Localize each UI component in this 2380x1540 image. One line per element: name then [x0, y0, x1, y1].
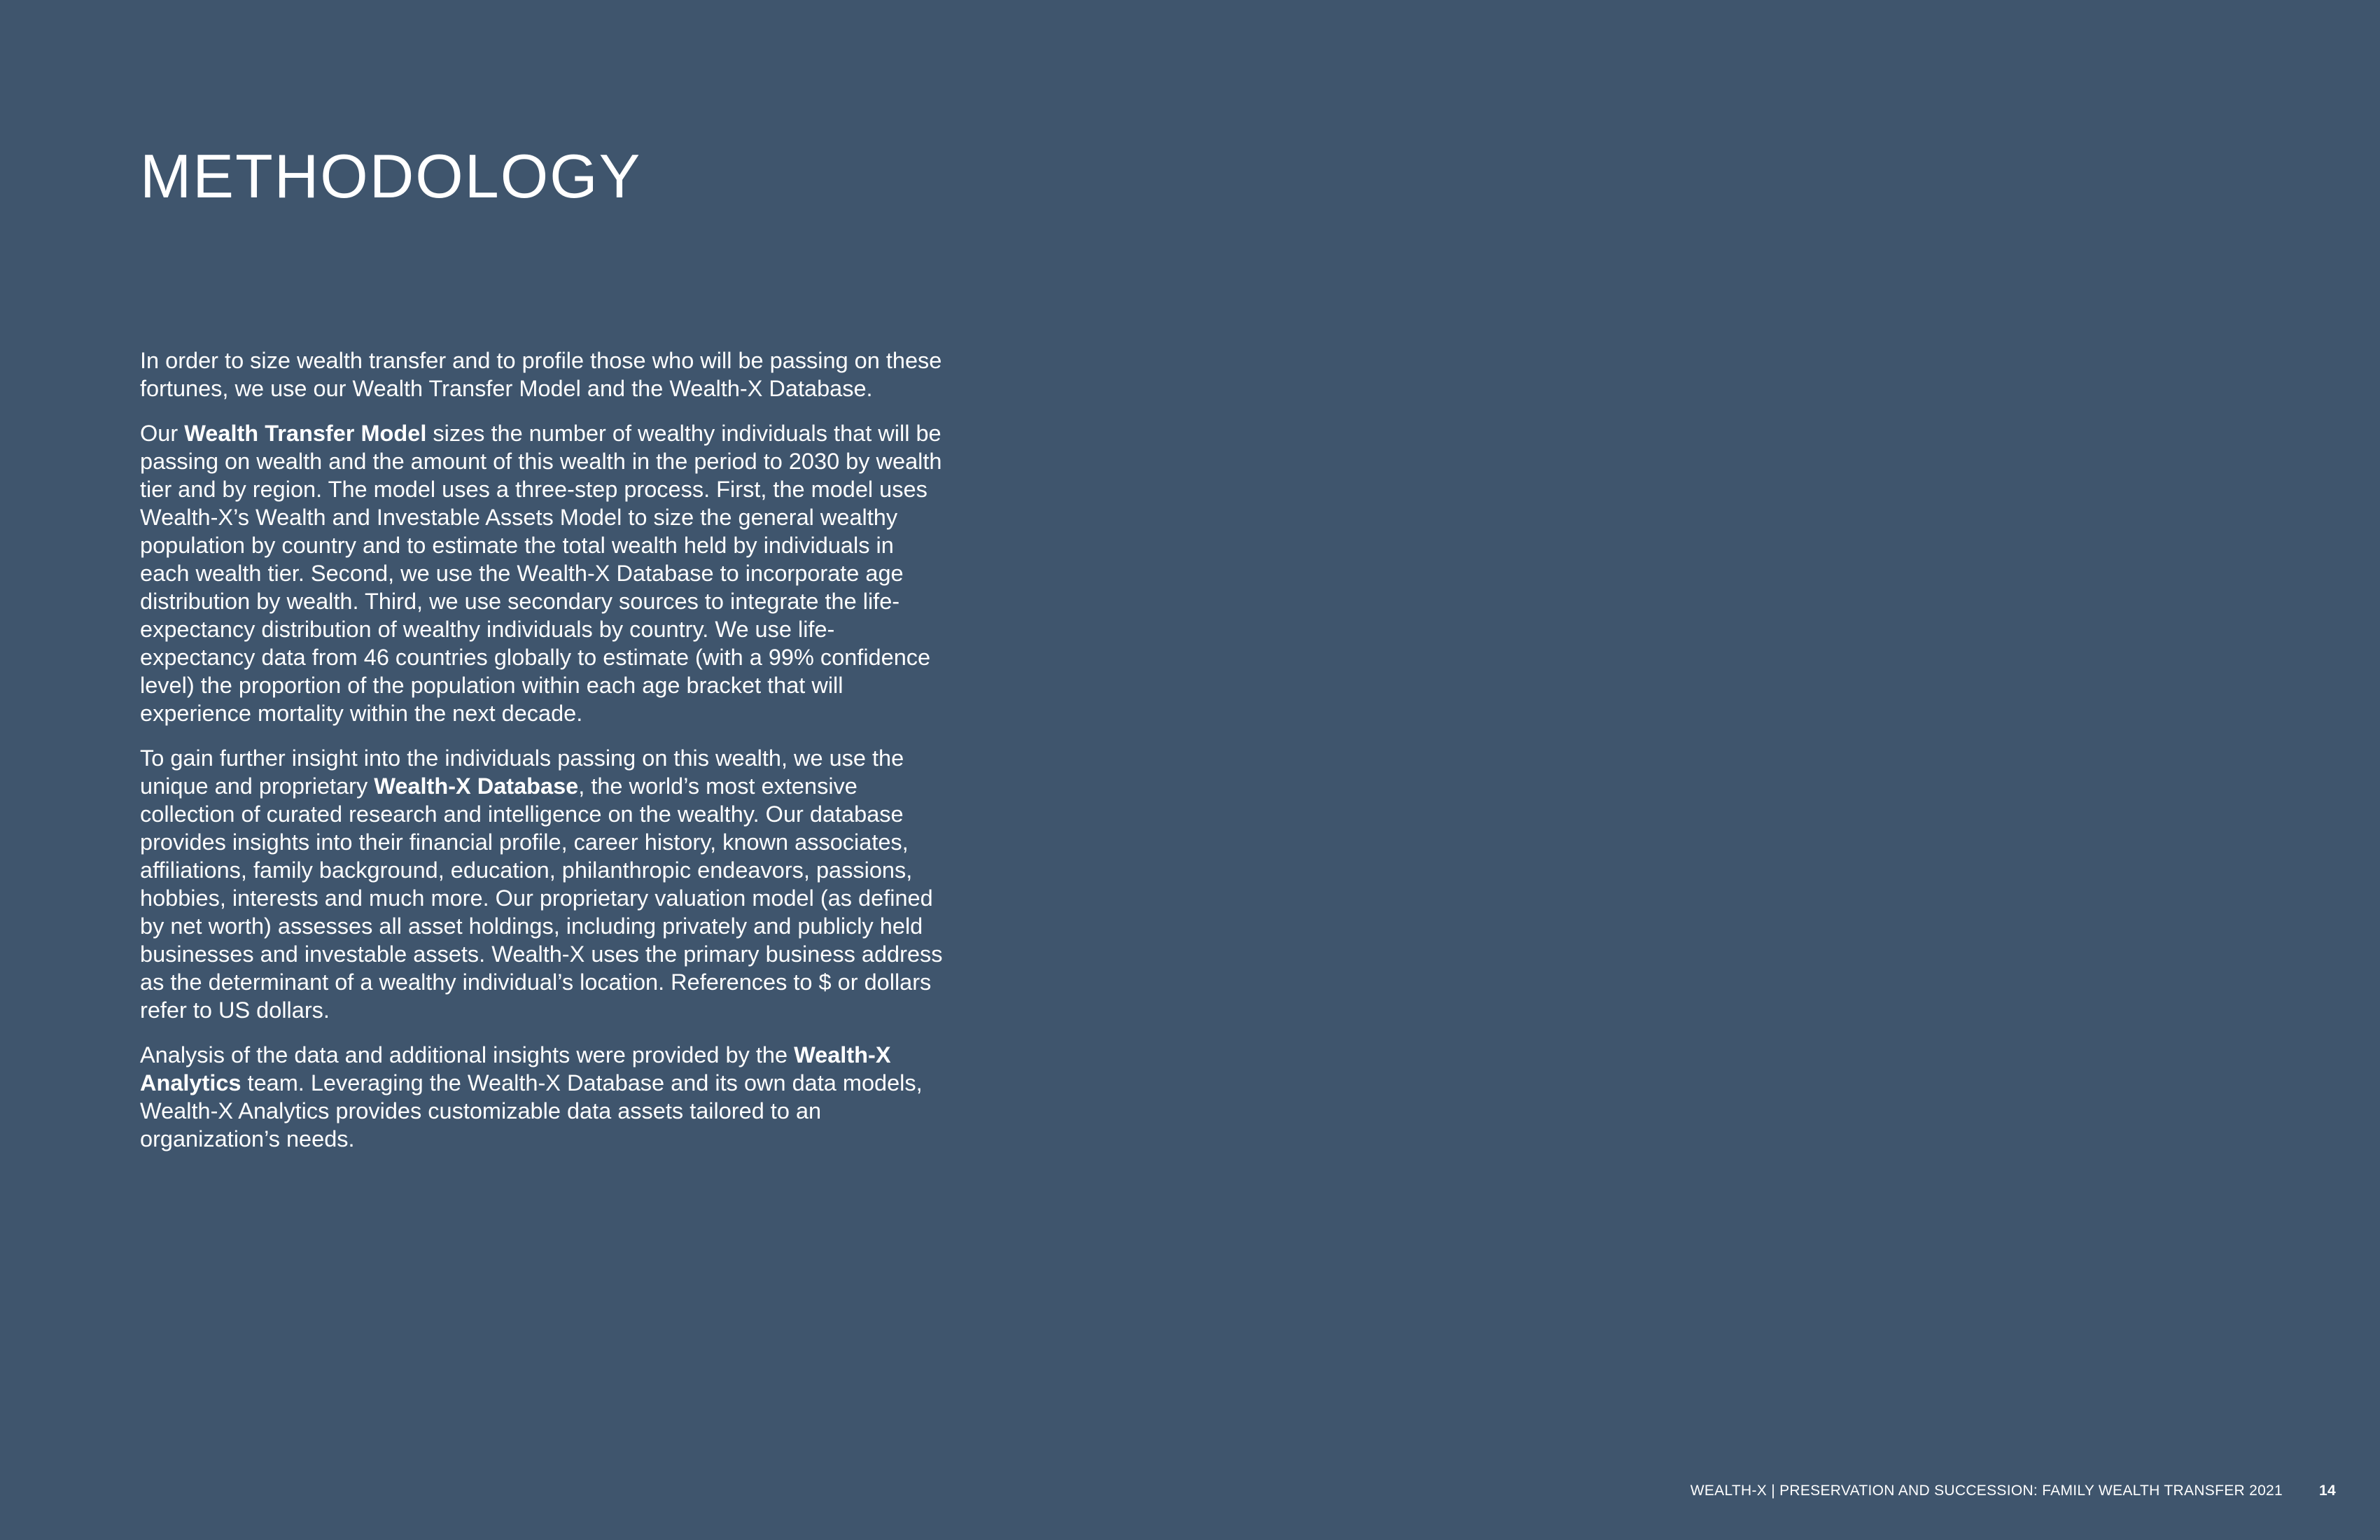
paragraph-wealth-x-analytics — [140, 1041, 945, 1153]
term-wealth-transfer-model: Wealth Transfer Model — [184, 421, 427, 446]
term-wealth-x-analytics: Wealth-X Analytics — [140, 1042, 891, 1096]
page-title: METHODOLOGY — [140, 141, 642, 211]
paragraph-wealth-x-database — [140, 744, 945, 1024]
paragraph-lead: Our — [140, 421, 185, 446]
paragraph-lead: Analysis of the data and additional insights were provided by the — [140, 1042, 794, 1068]
footer-publication-title: WEALTH-X | PRESERVATION AND SUCCESSION: FAMILY WEALTH TRANSFER 2021 — [1690, 1483, 2283, 1499]
paragraph-rest: , the world’s most extensive collection of curated research and intelligence on the wealthy. Our database provides insights into their financial profile, career history, known associates, affiliations, family background, education, philanthropic endeavors, passions, hobbies, interests and much more. Our proprietary valuation model (as defined by net worth) assesses all asset holdings, including privately and publicly held businesses and investable assets. Wealth-X uses the primary business address as the determinant of a wealthy individual’s location. References to $ or dollars refer to US dollars. — [140, 774, 943, 1023]
paragraph-rest: sizes the number of wealthy individuals that will be passing on wealth and the amount of this wealth in the period to 2030 by wealth tier and by region. The model uses a three-step process. First, the model uses Wealth-X’s Wealth and Investable Assets Model to size the general wealthy population by country and to estimate the total wealth held by individuals in each wealth tier. Second, we use the Wealth-X Database to incorporate age distribution by wealth. Third, we use secondary sources to integrate the life-expectancy distribution of wealthy individuals by country. We use life-expectancy data from 46 countries globally to estimate (with a 99% confidence level) the proportion of the population within each age bracket that will experience mortality within the next decade. — [140, 421, 942, 726]
methodology-body — [140, 346, 945, 1170]
paragraph-intro: In order to size wealth transfer and to profile those who will be passing on these fortunes, we use our Wealth Transfer Model and the Wealth-X Database. — [140, 348, 942, 401]
page-number: 14 — [2319, 1483, 2336, 1499]
paragraph-wealth-transfer-model — [140, 419, 945, 727]
page-footer — [1690, 1483, 2336, 1499]
term-wealth-x-database: Wealth-X Database — [374, 774, 579, 799]
paragraph-lead: To gain further insight into the individuals passing on this wealth, we use the unique and proprietary — [140, 746, 904, 799]
paragraph-rest: team. Leveraging the Wealth-X Database and its own data models, Wealth-X Analytics provides customizable data assets tailored to an organization’s needs. — [140, 1070, 923, 1152]
